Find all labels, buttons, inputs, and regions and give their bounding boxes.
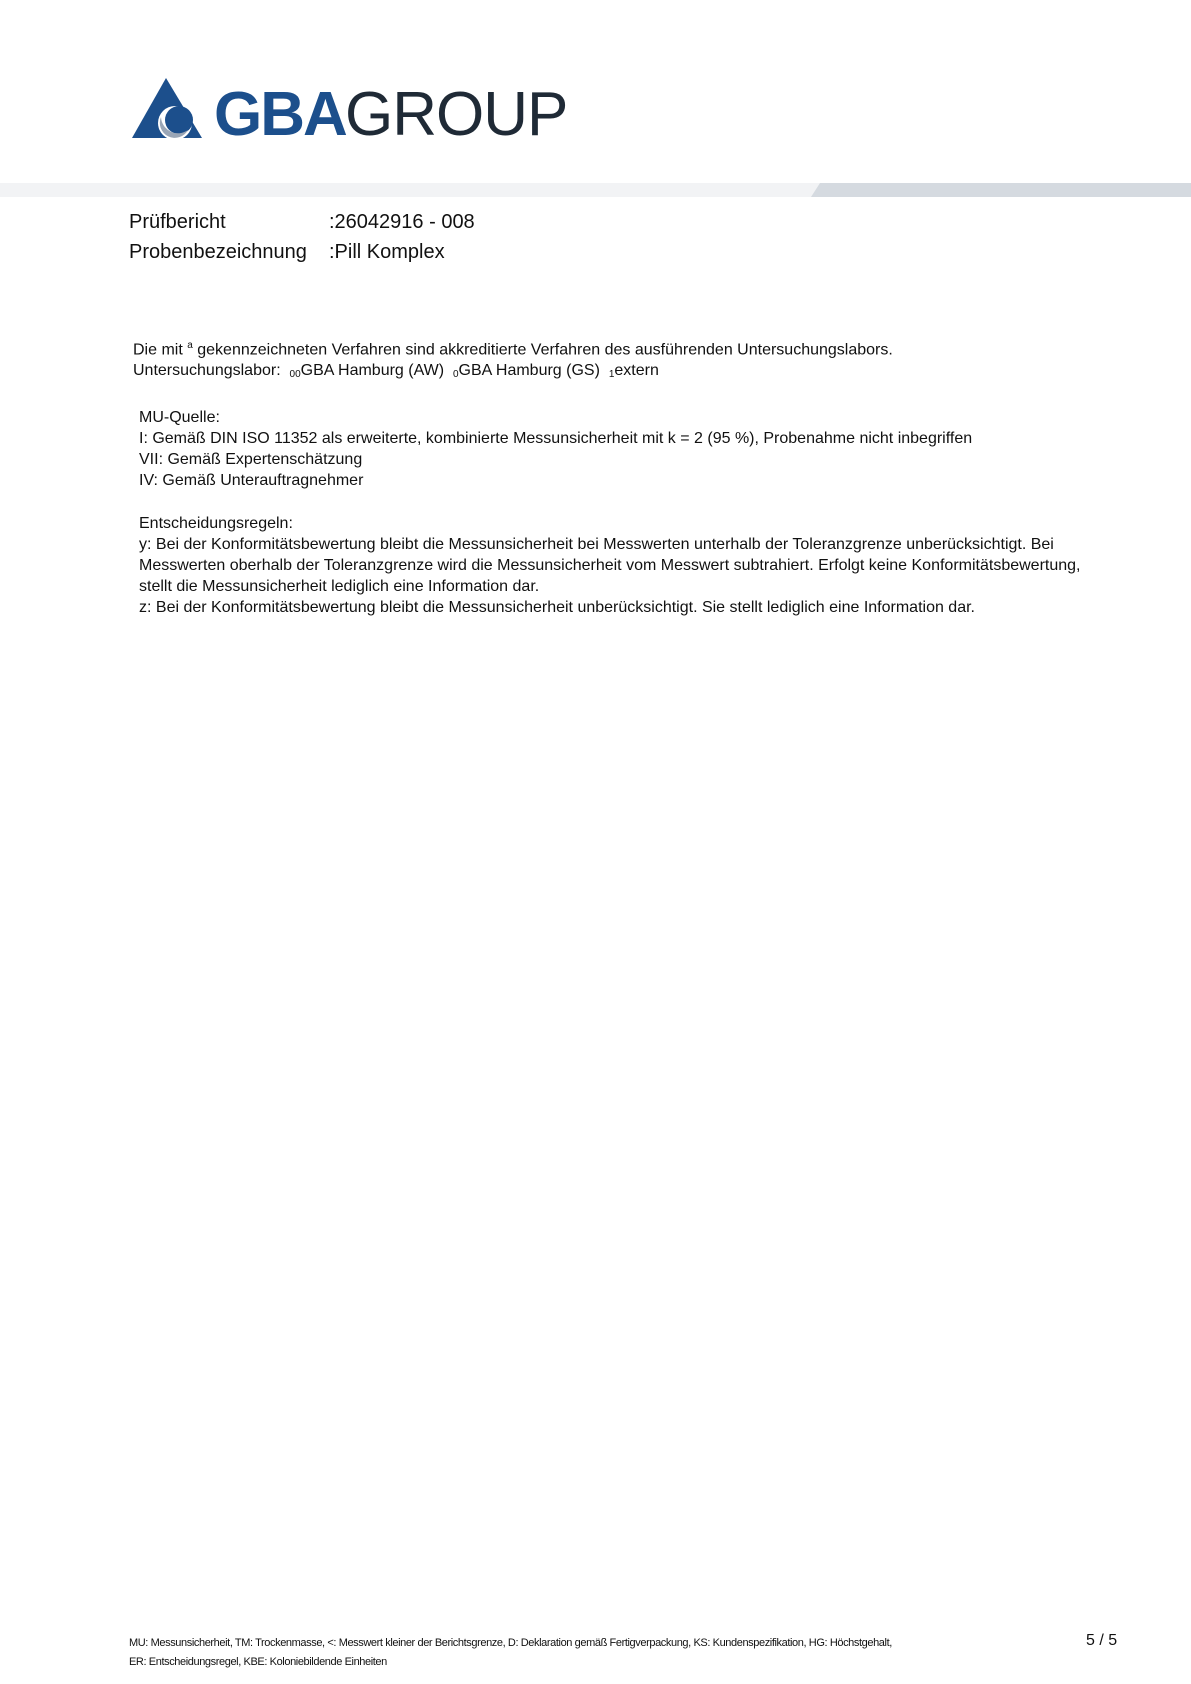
decision-rules-section bbox=[139, 513, 1083, 618]
lab-name: extern bbox=[614, 362, 659, 380]
lab-index: 00 bbox=[289, 369, 301, 381]
accreditation-marker: a bbox=[187, 340, 193, 351]
decision-rules-title: Entscheidungsregeln: bbox=[139, 515, 293, 533]
report-number-label: Prüfbericht bbox=[129, 211, 226, 233]
sample-name-value: :Pill Komplex bbox=[329, 241, 445, 263]
lab-list bbox=[133, 360, 1083, 385]
mu-source-section bbox=[139, 407, 1083, 491]
accreditation-text-before: Die mit bbox=[133, 341, 188, 359]
accreditation-note bbox=[133, 335, 1083, 360]
lab-name: GBA Hamburg (AW) bbox=[300, 362, 445, 380]
mu-source-line: VII: Gemäß Expertenschätzung bbox=[139, 451, 363, 469]
wordmark-gba: GBA bbox=[214, 80, 346, 149]
mu-source-line: IV: Gemäß Unterauftragnehmer bbox=[139, 472, 364, 490]
footer-line: ER: Entscheidungsregel, KBE: Koloniebildende Einheiten bbox=[129, 1656, 387, 1668]
mu-source-line: I: Gemäß DIN ISO 11352 als erweiterte, kombinierte Messunsicherheit mit k = 2 (95 %), Probenahme nicht inbegriffen bbox=[139, 430, 973, 448]
footer-line: MU: Messunsicherheit, TM: Trockenmasse, <: Messwert kleiner der Berichtsgrenze, D: Deklaration gemäß Fertigverpackung, KS: Kundenspezifikation, HG: Höchstgehalt, bbox=[129, 1637, 892, 1649]
accreditation-text-after: gekennzeichneten Verfahren sind akkreditierte Verfahren des ausführenden Untersuchungslabors. bbox=[192, 341, 893, 359]
mu-source-title: MU-Quelle: bbox=[139, 409, 220, 427]
decision-rule-z: z: Bei der Konformitätsbewertung bleibt die Messunsicherheit unberücksichtigt. Sie stellt lediglich eine Information dar. bbox=[139, 599, 975, 617]
lab-index: 1 bbox=[608, 369, 615, 381]
lab-label: Untersuchungslabor: bbox=[133, 362, 281, 380]
footer-abbreviations bbox=[129, 1634, 1029, 1672]
lab-index: 0 bbox=[452, 369, 459, 381]
report-number-value: :26042916 - 008 bbox=[329, 211, 475, 233]
header-band bbox=[0, 183, 1191, 198]
company-logo bbox=[130, 76, 570, 149]
report-notes bbox=[133, 335, 1083, 618]
page-number: 5 / 5 bbox=[1086, 1632, 1118, 1649]
gba-triangle-logo-icon bbox=[130, 76, 210, 140]
lab-name: GBA Hamburg (GS) bbox=[458, 362, 600, 380]
sample-name-label: Probenbezeichnung bbox=[129, 241, 307, 263]
wordmark-group: GROUP bbox=[345, 80, 568, 149]
decision-rule-y: y: Bei der Konformitätsbewertung bleibt die Messunsicherheit bei Messwerten unterhalb der Toleranzgrenze unberücksichtigt. Bei Messwerten oberhalb der Toleranzgrenze wird die Messunsicherheit vom Messwert subtrahiert. Erfolgt keine Konformitätsbewertung, stellt die Messunsicherheit lediglich eine Information dar. bbox=[139, 536, 1081, 596]
